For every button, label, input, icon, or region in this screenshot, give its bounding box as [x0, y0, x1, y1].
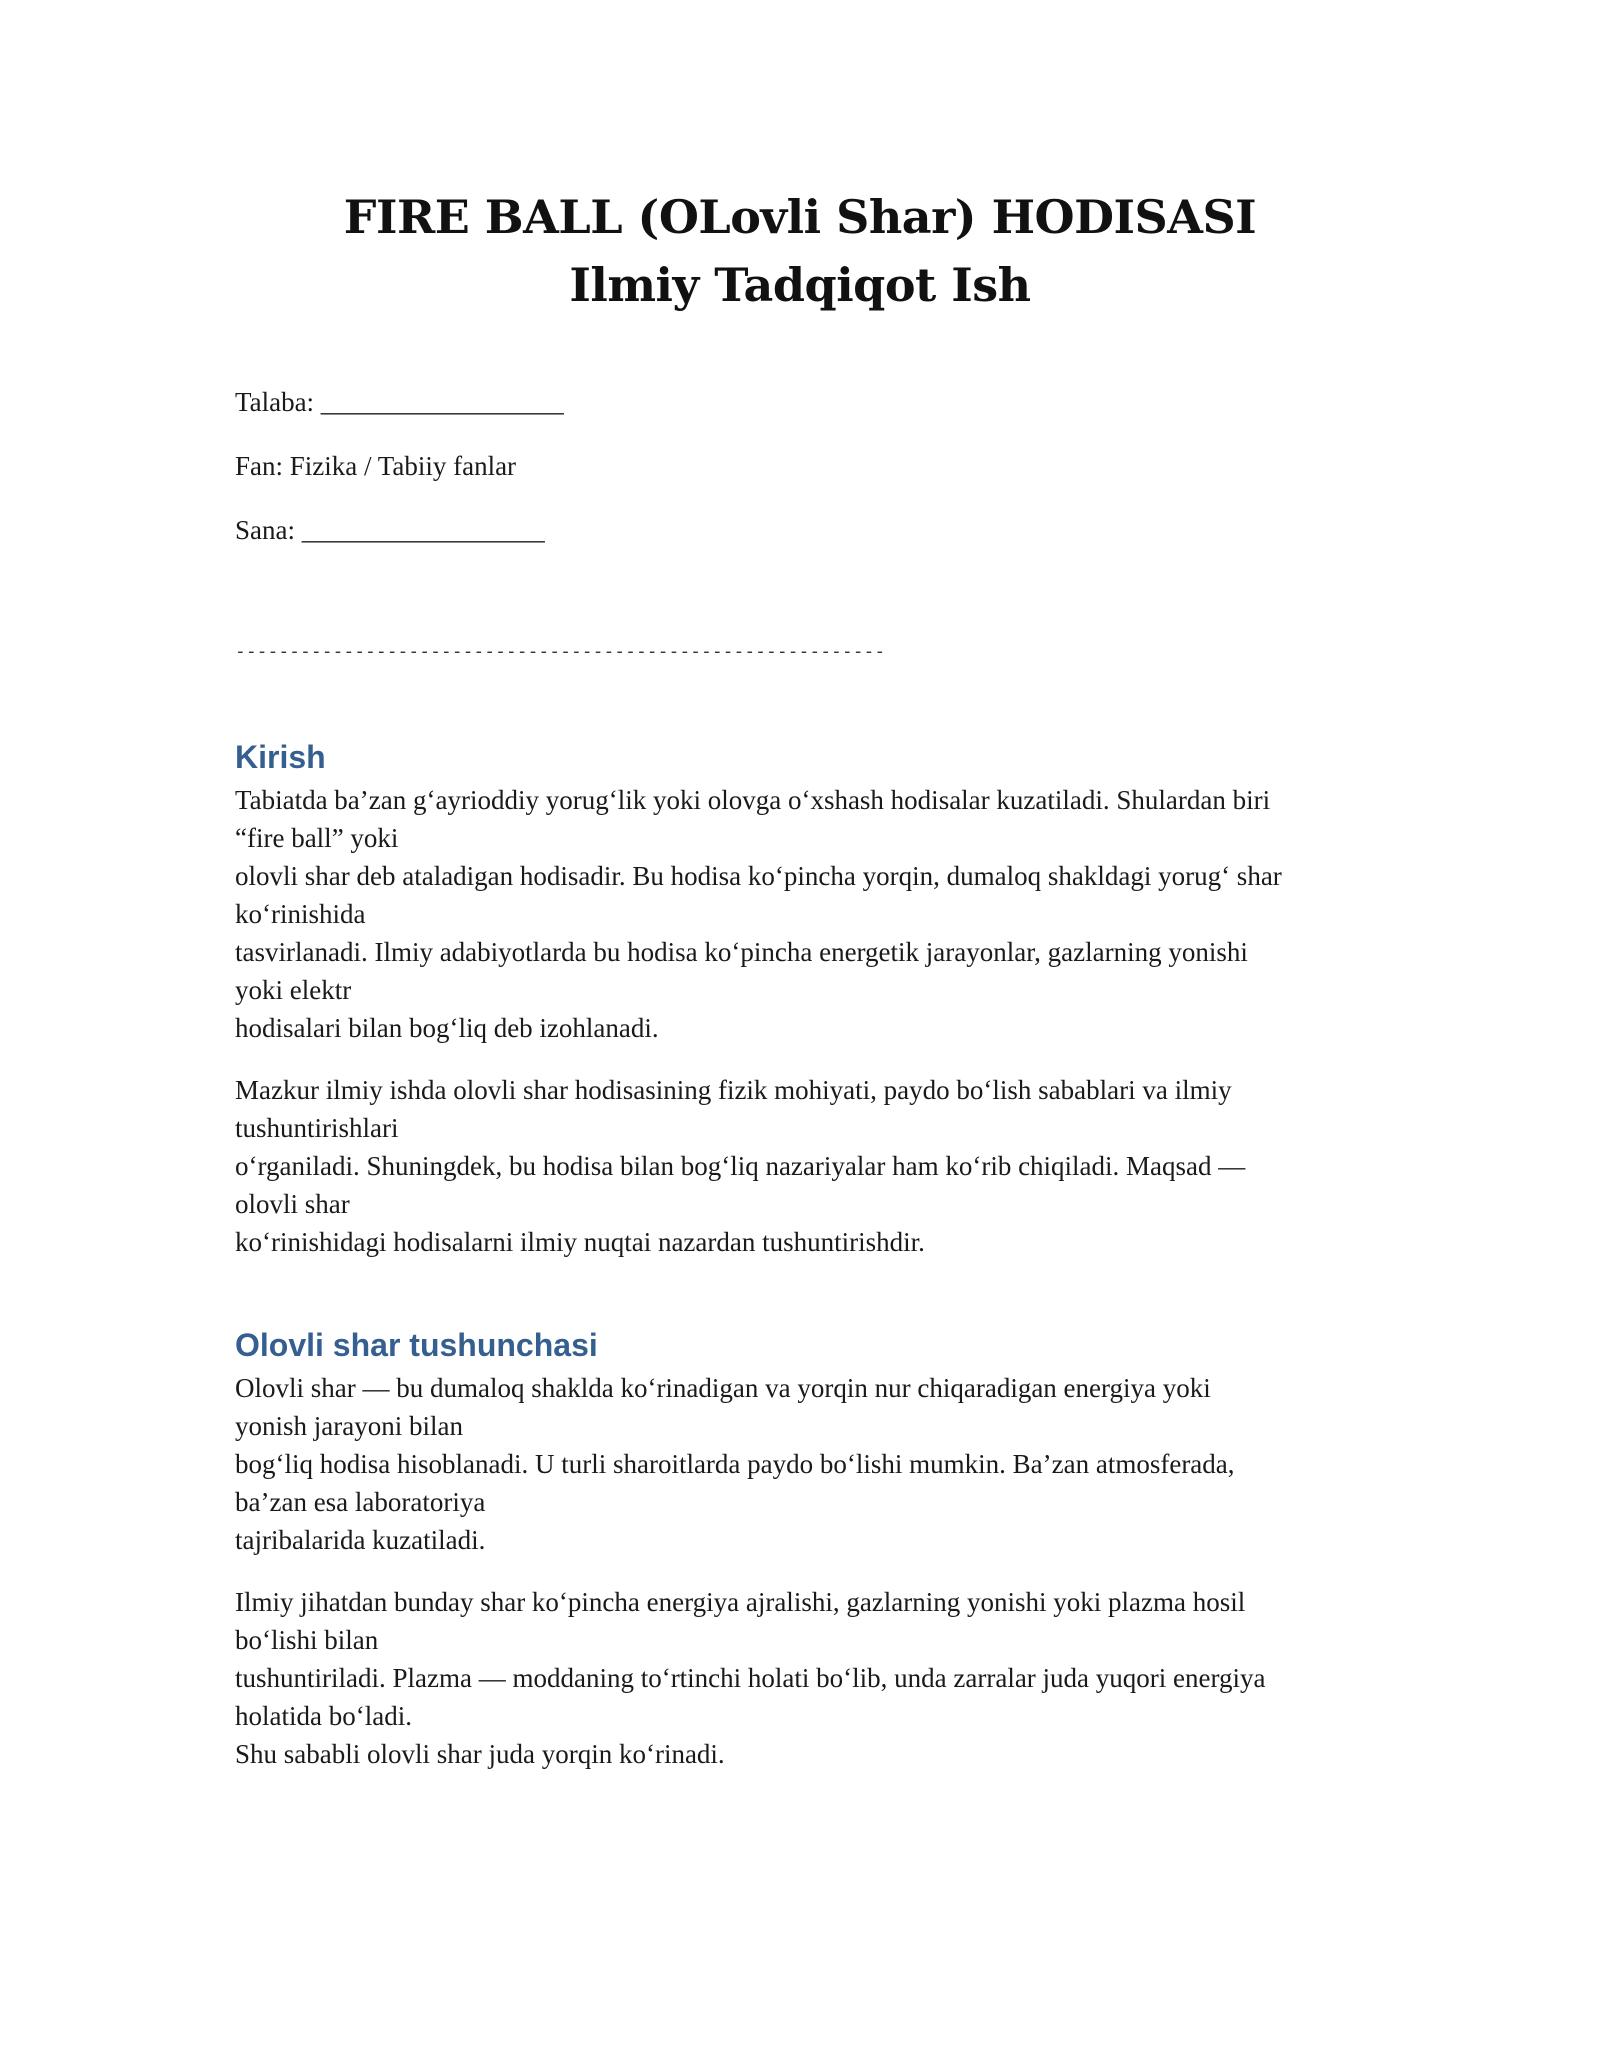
title-line-1: FIRE BALL (OLovli Shar) HODISASI	[343, 190, 1257, 244]
date-line: Sana: __________________	[235, 515, 545, 545]
paragraph-line: bo‘lishi bilan	[235, 1625, 379, 1655]
paragraph-line: yonish jarayoni bilan	[235, 1411, 463, 1441]
paragraph-line: Mazkur ilmiy ishda olovli shar hodisasining fizik mohiyati, paydo bo‘lish sabablari va ilmiy	[235, 1075, 1232, 1105]
paragraph-line: tasvirlanadi. Ilmiy adabiyotlarda bu hodisa ko‘pincha energetik jarayonlar, gazlarning yonishi	[235, 937, 1248, 967]
paragraph-line: ko‘rinishida	[235, 899, 366, 929]
section	[235, 1325, 1385, 1773]
paragraph-line: o‘rganiladi. Shuningdek, bu hodisa bilan bog‘liq nazariyalar ham ko‘rib chiqiladi. Maqsad —	[235, 1151, 1246, 1181]
divider-line: ------------------------------------------------------------	[235, 641, 886, 662]
section-heading: Olovli shar tushunchasi	[235, 1327, 598, 1363]
subject-line: Fan: Fizika / Tabiiy fanlar	[235, 451, 517, 481]
student-line: Talaba: __________________	[235, 387, 564, 417]
paragraph	[235, 781, 1385, 1047]
paragraph-line: hodisalari bilan bog‘liq deb izohlanadi.	[235, 1013, 659, 1043]
paragraph-line: Tabiatda ba’zan g‘ayrioddiy yorug‘lik yoki olovga o‘xshash hodisalar kuzatiladi. Shulardan biri	[235, 785, 1271, 815]
paragraph-line: tushuntiriladi. Plazma — moddaning to‘rtinchi holati bo‘lib, unda zarralar juda yuqori energiya	[235, 1663, 1266, 1693]
title-line-2: Ilmiy Tadqiqot Ish	[569, 258, 1031, 312]
paragraph-line: olovli shar deb ataladigan hodisadir. Bu hodisa ko‘pincha yorqin, dumaloq shakldagi yorug‘ shar	[235, 861, 1282, 891]
document-body	[235, 385, 1385, 1797]
paragraph-line: ko‘rinishidagi hodisalarni ilmiy nuqtai nazardan tushuntirishdir.	[235, 1227, 925, 1257]
paragraph-line: tajribalarida kuzatiladi.	[235, 1525, 486, 1555]
paragraph-line: olovli shar	[235, 1189, 350, 1219]
section-heading: Kirish	[235, 739, 326, 775]
paragraph	[235, 1369, 1385, 1559]
section	[235, 737, 1385, 1261]
sections-container	[235, 737, 1385, 1773]
paragraph-line: “fire ball” yoki	[235, 823, 399, 853]
paragraph	[235, 1071, 1385, 1261]
paragraph-line: Ilmiy jihatdan bunday shar ko‘pincha energiya ajralishi, gazlarning yonishi yoki plazma hosil	[235, 1587, 1246, 1617]
paragraph-line: yoki elektr	[235, 975, 352, 1005]
paragraph-line: tushuntirishlari	[235, 1113, 399, 1143]
paragraph	[235, 1583, 1385, 1773]
paragraph-line: holatida bo‘ladi.	[235, 1701, 412, 1731]
paragraph-line: Olovli shar — bu dumaloq shaklda ko‘rinadigan va yorqin nur chiqaradigan energiya yoki	[235, 1373, 1211, 1403]
document-title	[0, 183, 1600, 319]
paragraph-line: Shu sababli olovli shar juda yorqin ko‘rinadi.	[235, 1739, 725, 1769]
paragraph-line: bog‘liq hodisa hisoblanadi. U turli sharoitlarda paydo bo‘lishi mumkin. Ba’zan atmosferada,	[235, 1449, 1235, 1479]
paragraph-line: ba’zan esa laboratoriya	[235, 1487, 486, 1517]
